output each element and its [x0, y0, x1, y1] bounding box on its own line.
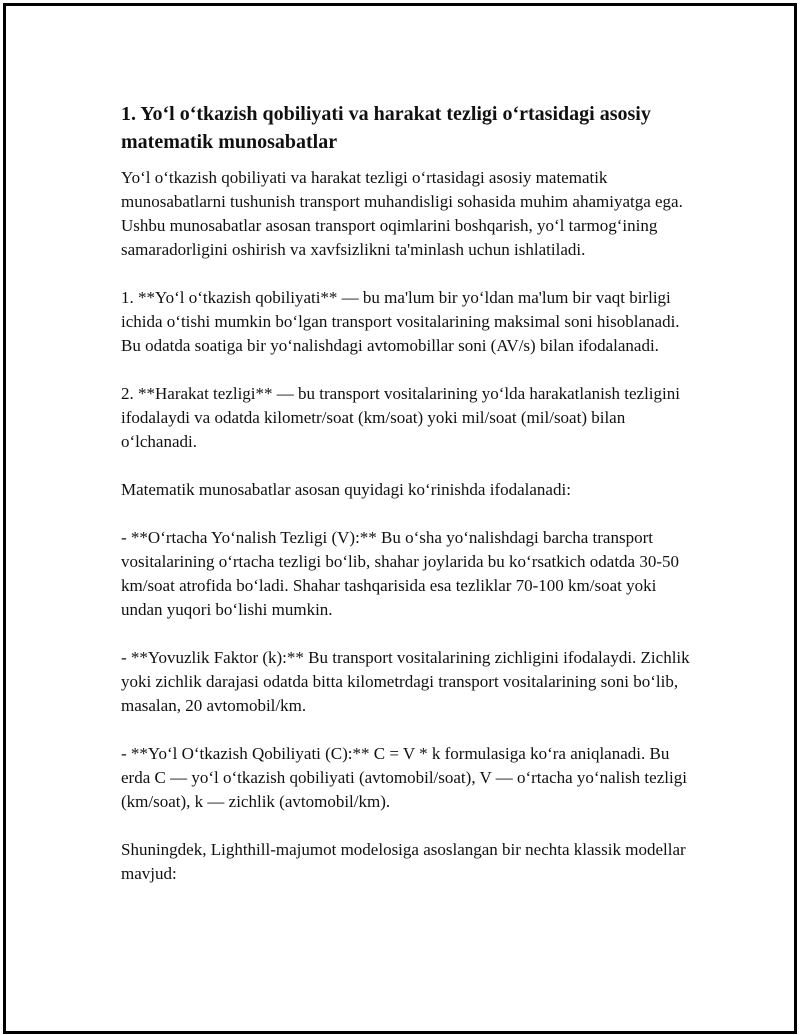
document-body — [121, 100, 701, 910]
paragraph-speed-definition: 2. **Harakat tezligi** — bu transport vositalarining yo‘lda harakatlanish tezligini ifodalaydi va odatda kilometr/soat (km/soat) yoki mil/soat (mil/soat) bilan o‘lchanadi. — [121, 384, 680, 451]
paragraph-density-factor: - **Yovuzlik Faktor (k):** Bu transport vositalarining zichligini ifodalaydi. Zichlik yoki zichlik darajasi odatda bitta kilometrdagi transport vositalarining soni bo‘lib, masalan, 20 avtomobil/km. — [121, 648, 690, 715]
paragraph-average-speed: - **O‘rtacha Yo‘nalish Tezligi (V):** Bu o‘sha yo‘nalishdagi barcha transport vositalarining o‘rtacha tezligi bo‘lib, shahar joylarida bu ko‘rsatkich odatda 30-50 km/soat atrofida bo‘ladi. Shahar tashqarisida esa tezliklar 70-100 km/soat yoki undan yuqori bo‘lishi mumkin. — [121, 528, 679, 619]
intro-paragraph: Yo‘l o‘tkazish qobiliyati va harakat tezligi o‘rtasidagi asosiy matematik munosabatlarni tushunish transport muhandisligi sohasida muhim ahamiyatga ega. Ushbu munosabatlar asosan transport oqimlarini boshqarish, yo‘l tarmog‘ining samaradorligini oshirish va xavfsizlikni ta'minlash uchun ishlatiladi. — [121, 168, 683, 259]
paragraph-classic-models: Shuningdek, Lighthill-majumot modelosiga asoslangan bir nechta klassik modellar mavjud: — [121, 840, 686, 883]
paragraph-capacity-formula: - **Yo‘l O‘tkazish Qobiliyati (C):** C = V * k formulasiga ko‘ra aniqlanadi. Bu erda C — yo‘l o‘tkazish qobiliyati (avtomobil/soat), V — o‘rtacha yo‘nalish tezligi (km/soat), k — zichlik (avtomobil/km). — [121, 744, 687, 811]
page-frame — [3, 3, 797, 1034]
paragraph-capacity-definition: 1. **Yo‘l o‘tkazish qobiliyati** — bu ma'lum bir yo‘ldan ma'lum bir vaqt birligi ichida o‘tishi mumkin bo‘lgan transport vositalarining maksimal soni hisoblanadi. Bu odatda soatiga bir yo‘nalishdagi avtomobillar soni (AV/s) bilan ifodalanadi. — [121, 288, 680, 355]
paragraph-relations-intro: Matematik munosabatlar asosan quyidagi ko‘rinishda ifodalanadi: — [121, 480, 571, 499]
document-title: 1. Yo‘l o‘tkazish qobiliyati va harakat tezligi o‘rtasidagi asosiy matematik munosabatlar — [121, 103, 651, 153]
